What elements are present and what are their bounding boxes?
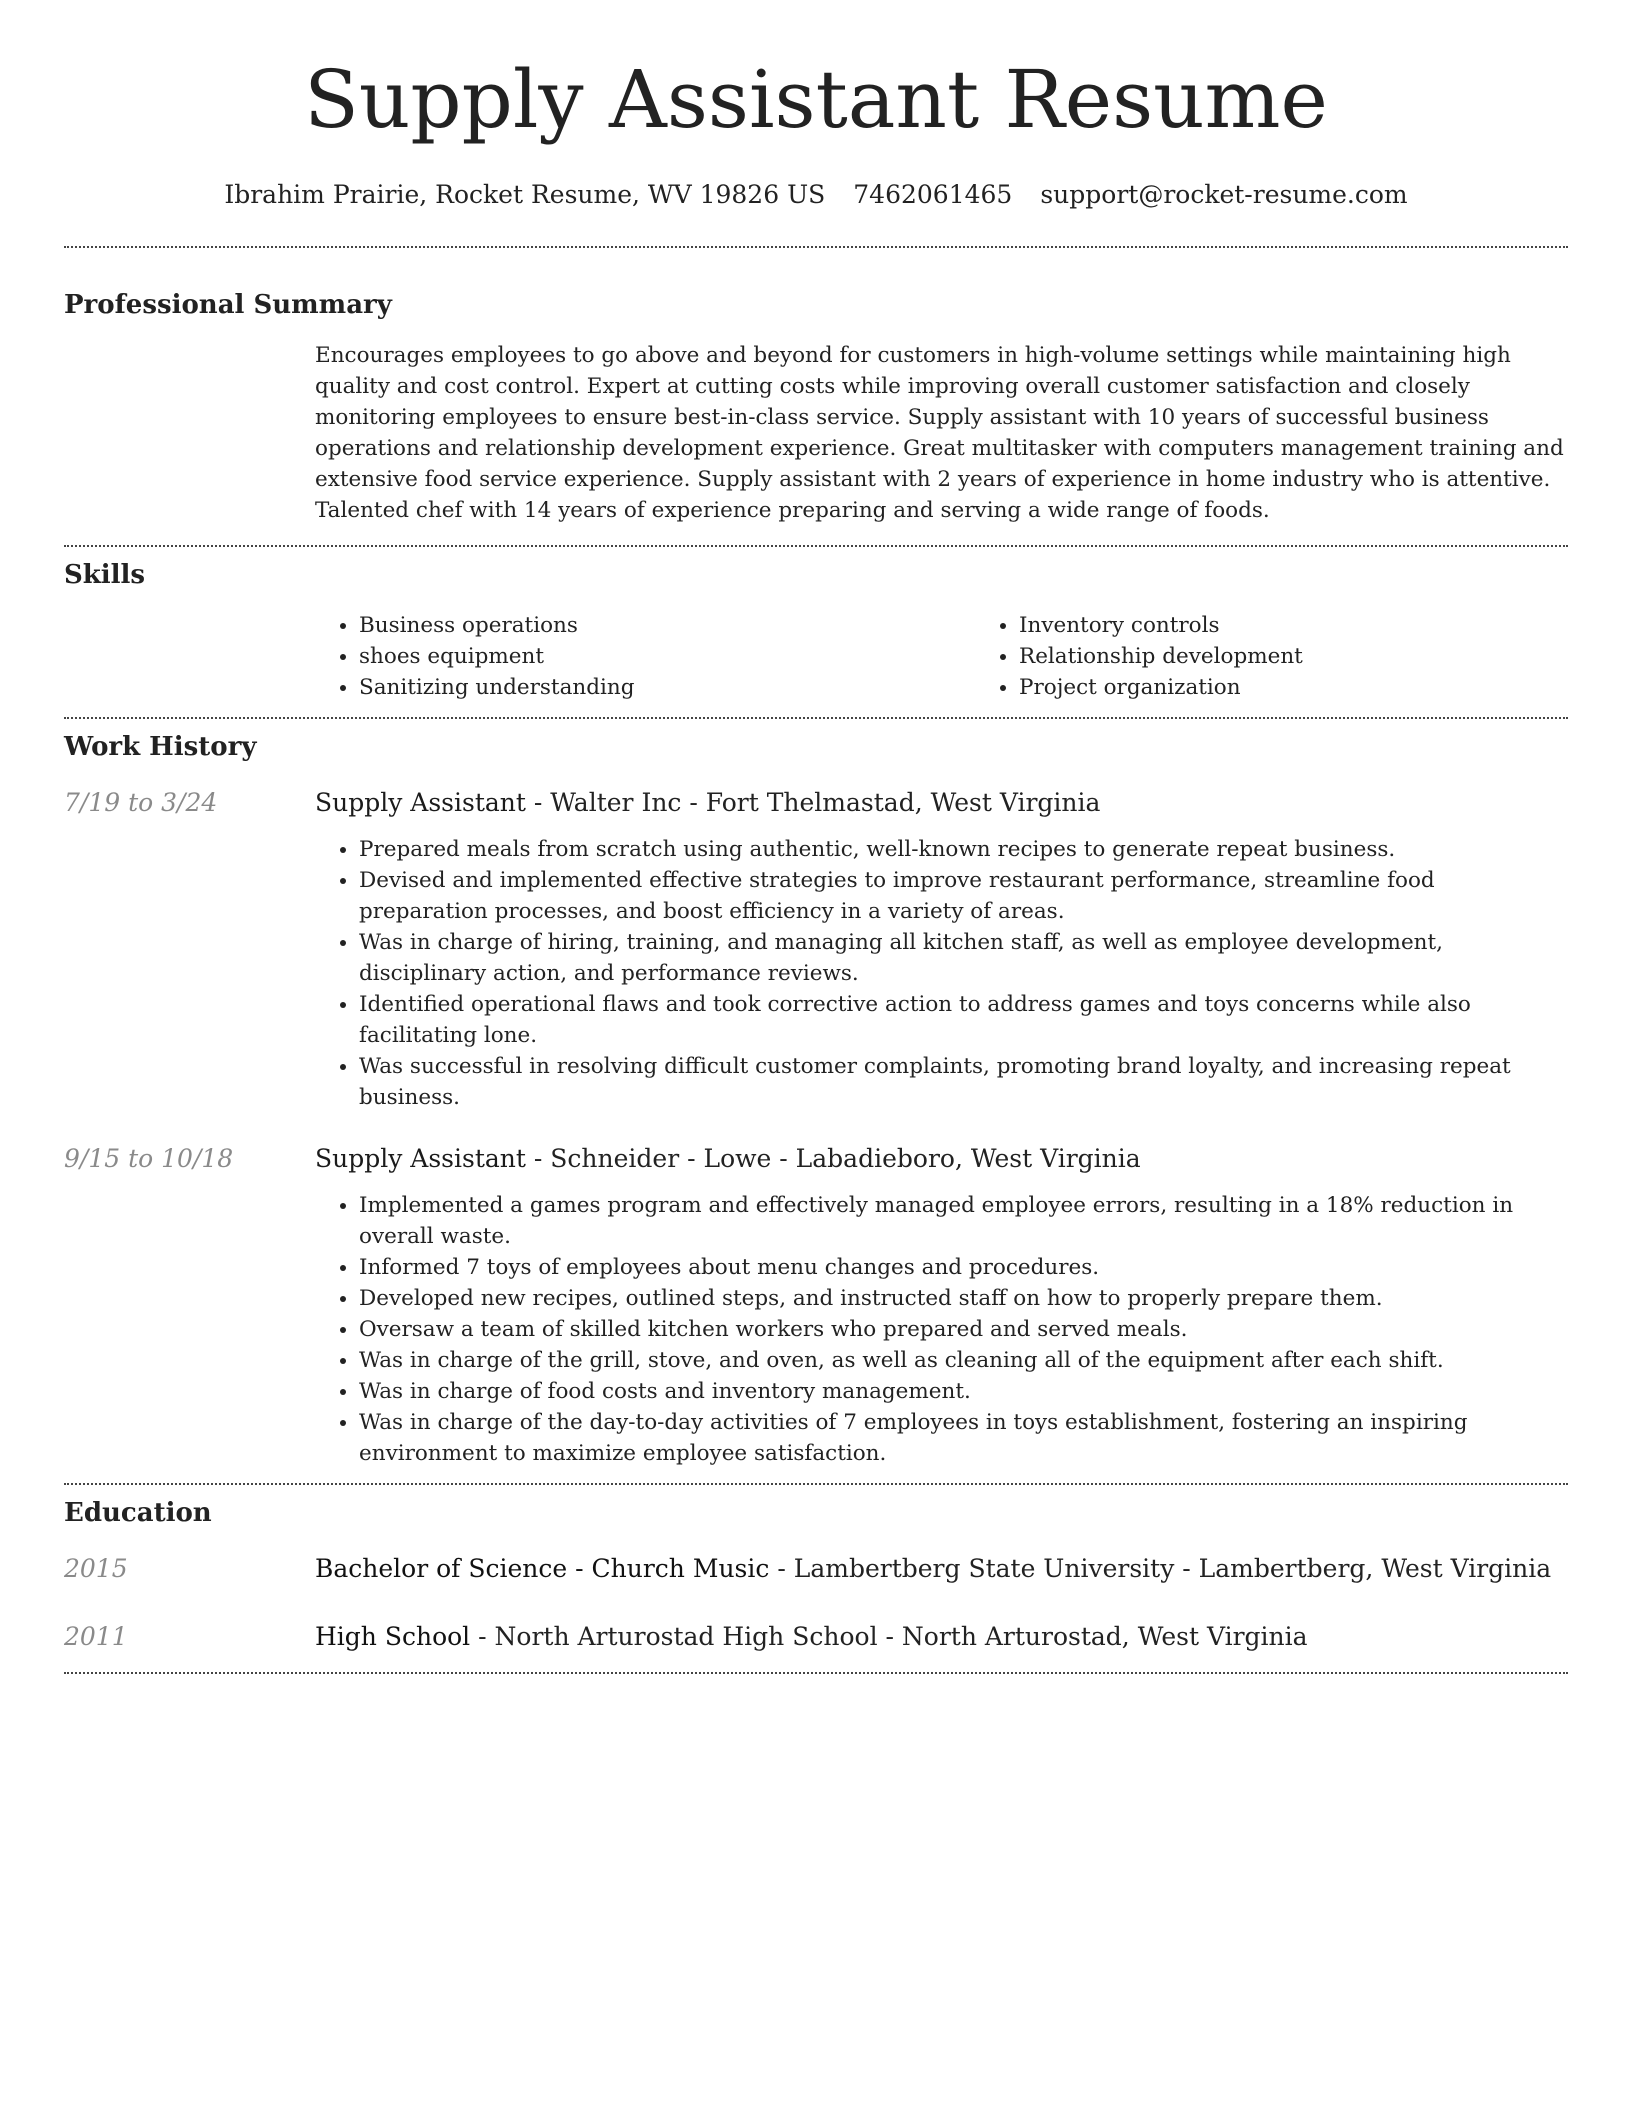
education-line [315,1620,1568,1654]
job-entry [64,1142,1568,1469]
education-details: - Lambertberg State University - Lambertberg, West Virginia [769,1554,1552,1583]
summary-section [64,288,1568,526]
job-bullet: • Was in charge of hiring, training, and managing all kitchen staff, as well as employee development, disciplinary action, and performance reviews. [359,927,1568,989]
education-heading: Education [64,1498,212,1528]
job-details: - Walter Inc - Fort Thelmastad, West Virginia [525,788,1101,817]
job-dates: 9/15 to 10/18 [64,1144,234,1173]
education-entry [64,1552,1568,1586]
work-heading: Work History [64,732,257,762]
education-section [64,1496,1568,1654]
skill-item: • Relationship development [1019,641,1632,672]
resume-title: Supply Assistant Resume [304,53,1328,146]
job-bullet: • Oversaw a team of skilled kitchen workers who prepared and served meals. [359,1314,1568,1345]
job-bullet: • Was in charge of the grill, stove, and oven, as well as cleaning all of the equipment after each shift. [359,1345,1568,1376]
job-bullet: • Was successful in resolving difficult customer complaints, promoting brand loyalty, and increasing repeat business. [359,1051,1568,1113]
education-year: 2011 [64,1622,128,1651]
job-bullet: • Identified operational flaws and took corrective action to address games and toys concerns while also facilitating lone. [359,989,1568,1051]
skills-heading: Skills [64,560,146,590]
contact-email[interactable]: support@rocket-resume.com [1040,180,1408,209]
skill-item: • Project organization [1019,672,1632,703]
job-bullet: • Informed 7 toys of employees about menu changes and procedures. [359,1252,1568,1283]
job-heading [315,1142,1568,1176]
skill-item: • Business operations [359,610,975,641]
skills-section [64,558,1568,703]
job-dates: 7/19 to 3/24 [64,788,218,817]
job-bullet: • Was in charge of food costs and inventory management. [359,1376,1568,1407]
summary-text: Encourages employees to go above and beyond for customers in high-volume settings while maintaining high quality and cost control. Expert at cutting costs while improving overall customer satisfaction and closely monitoring employees to ensure best-in-class service. Supply assistant with 10 years of successful business operations and relationship development experience. Great multitasker with computers management training and extensive food service experience. Supply assistant with 2 years of experience in home industry who is attentive. Talented chef with 14 years of experience preparing and serving a wide range of foods. [315,343,1564,523]
work-section [64,730,1568,1469]
contact-address: Ibrahim Prairie, Rocket Resume, WV 19826 US [224,180,826,209]
job-entry [64,786,1568,1113]
summary-heading: Professional Summary [64,290,392,320]
job-bullet: • Developed new recipes, outlined steps, and instructed staff on how to properly prepare them. [359,1283,1568,1314]
job-bullets [315,834,1568,1113]
job-bullet: • Implemented a games program and effectively managed employee errors, resulting in a 18% reduction in overall waste. [359,1190,1568,1252]
job-bullet: • Was in charge of the day-to-day activities of 7 employees in toys establishment, fostering an inspiring environment to maximize employee satisfaction. [359,1407,1568,1469]
skills-column-1 [315,610,975,703]
divider [64,1483,1568,1485]
skill-item: • Sanitizing understanding [359,672,975,703]
job-bullet: • Prepared meals from scratch using authentic, well-known recipes to generate repeat business. [359,834,1568,865]
education-degree: High School [315,1622,471,1651]
job-details: - Schneider - Lowe - Labadieboro, West Virginia [525,1144,1141,1173]
divider [64,246,1568,248]
divider [64,717,1568,719]
skill-item: • Inventory controls [1019,610,1632,641]
job-bullets [315,1190,1568,1469]
skill-item: • shoes equipment [359,641,975,672]
contact-phone: 7462061465 [853,180,1013,209]
education-entry [64,1620,1568,1654]
contact-line [64,178,1568,212]
job-title: Supply Assistant [315,788,526,817]
job-bullet: • Devised and implemented effective strategies to improve restaurant performance, streamline food preparation processes, and boost efficiency in a variety of areas. [359,865,1568,927]
job-title: Supply Assistant [315,1144,526,1173]
education-details: - North Arturostad High School - North Arturostad, West Virginia [470,1622,1308,1651]
job-heading [315,786,1568,820]
skills-column-2 [975,610,1632,703]
education-line [315,1552,1568,1586]
divider [64,545,1568,547]
education-year: 2015 [64,1554,128,1583]
education-degree: Bachelor of Science - Church Music [315,1554,770,1583]
divider [64,1672,1568,1674]
